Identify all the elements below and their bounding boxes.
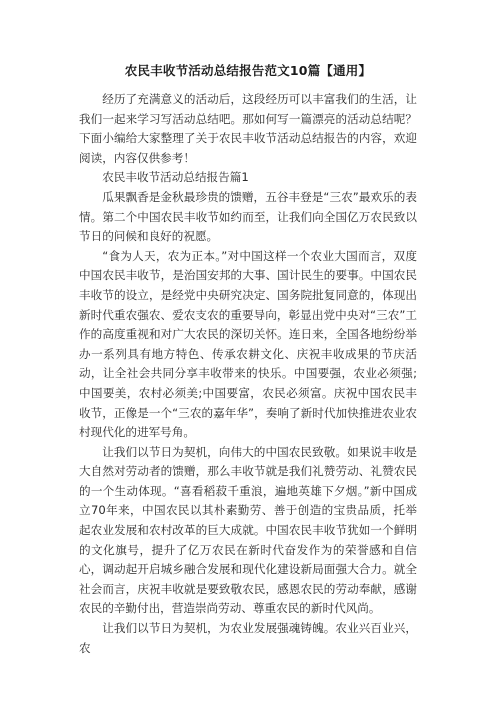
document-title: 农民丰收节活动总结报告范文10篇【通用】 <box>124 63 372 78</box>
body-paragraph-3: 让我们以节日为契机，向伟大的中国农民致敬。如果说丰收是大自然对劳动者的馈赠，那么丰收节就是我们礼赞劳动、礼赞农民的一个生动体现。“喜看稻菽千重浪，遍地英雄下夕烟。”新中国成立70年来，中国农民以其朴素勤劳、善于创造的宝贵品质，托举起农业发展和农村改革的巨大成就。中国农民丰收节犹如一个鲜明的文化旗号，提升了亿万农民在新时代奋发作为的荣誉感和自信心，调动起开启城乡融合发展和现代化建设新局面强大合力。就全社会而言，庆祝丰收就是要致敬农民，感恩农民的劳动奉献，感谢农民的辛勤付出，营造崇尚劳动、尊重农民的新时代风尚。 <box>79 444 417 616</box>
section-heading: 农民丰收节活动总结报告篇1 <box>102 170 249 185</box>
document-page <box>79 62 417 658</box>
body-paragraph-1: 瓜果飘香是金秋最珍贵的馈赠，五谷丰登是“三农”最欢乐的表情。第二个中国农民丰收节如约而至，让我们向全国亿万农民致以节日的问候和良好的祝愿。 <box>79 189 417 244</box>
body-paragraph-2: “食为人天，农为正本。”对中国这样一个农业大国而言，双度中国农民丰收节，是治国安邦的大事、国计民生的要事。中国农民丰收节的设立，是经党中央研究决定、国务院批复同意的，体现出新时代重农强农、爱农支农的重要导向，彰显出党中央对“三农”工作的高度重视和对广大农民的深切关怀。连日来，全国各地纷纷举办一系列具有地方特色、传承农耕文化、庆祝丰收成果的节庆活动，让全社会共同分享丰收带来的快乐。中国要强，农业必须强;中国要美，农村必须美;中国要富，农民必须富。庆祝中国农民丰收节，正像是一个“三农的嘉年华”，奏响了新时代加快推进农业农村现代化的进军号角。 <box>79 248 417 440</box>
body-paragraph-4: 让我们以节日为契机，为农业发展强魂铸魄。农业兴百业兴，农 <box>79 621 417 655</box>
intro-paragraph: 经历了充满意义的活动后，这段经历可以丰富我们的生活，让我们一起来学习写活动总结吧。那如何写一篇漂亮的活动总结呢？下面小编给大家整理了关于农民丰收节活动总结报告的内容，欢迎阅读，内容仅供参考！ <box>79 92 417 165</box>
